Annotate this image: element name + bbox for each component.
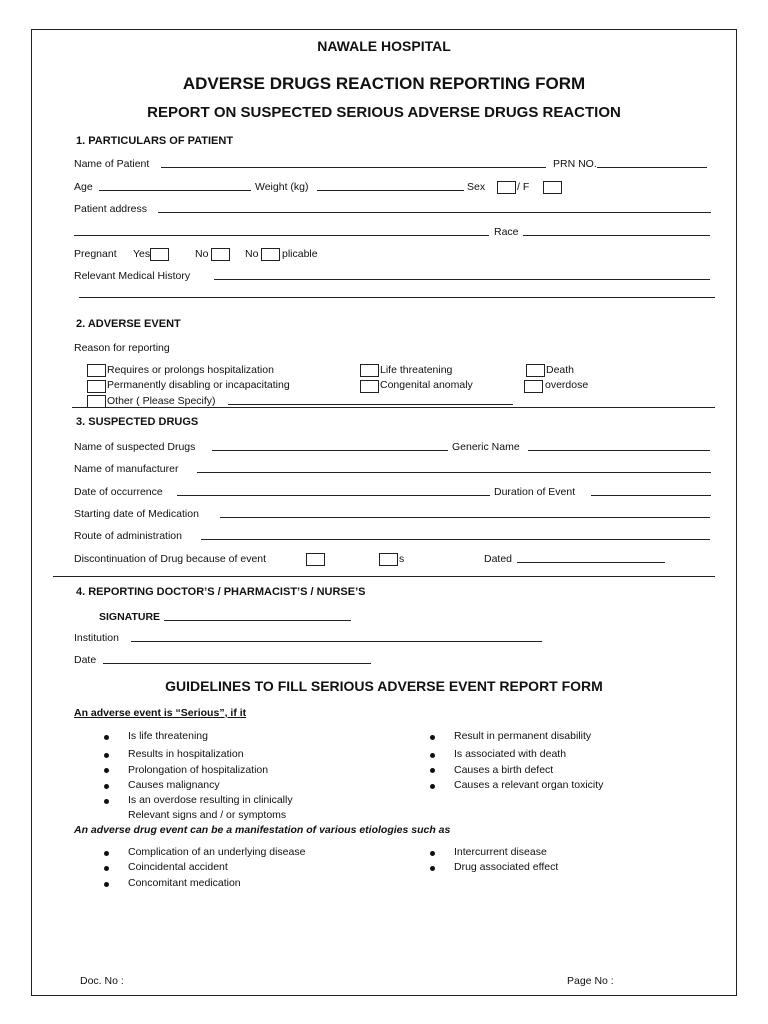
bullet-icon [104, 882, 109, 887]
address-field-1[interactable] [158, 212, 711, 213]
etiology-intro: An adverse drug event can be a manifestation of various etiologies such as [74, 824, 451, 836]
institution-field[interactable] [131, 641, 542, 642]
route-field[interactable] [201, 539, 710, 540]
congenital-option: Congenital anomaly [380, 379, 473, 391]
prn-label: PRN NO. [553, 158, 597, 170]
etiology-left-item: Complication of an underlying disease [128, 846, 306, 858]
date-label: Date [74, 654, 97, 666]
section2-divider [72, 407, 715, 408]
history-label: Relevant Medical History [74, 270, 191, 282]
serious-right-item: Causes a relevant organ toxicity [454, 779, 604, 791]
serious-left-item: Results in hospitalization [128, 748, 244, 760]
signature-field[interactable] [164, 620, 351, 621]
discontinuation-option-end: s [399, 553, 405, 565]
date-field[interactable] [103, 663, 371, 664]
bullet-icon [104, 799, 109, 804]
bullet-icon [430, 784, 435, 789]
pregnant-na-label-end: plicable [282, 248, 318, 260]
pregnant-no-label: No [195, 248, 209, 260]
start-date-field[interactable] [220, 517, 710, 518]
bullet-icon [430, 753, 435, 758]
bullet-icon [430, 866, 435, 871]
pregnant-yes-checkbox[interactable] [150, 248, 169, 261]
start-date-label: Starting date of Medication [74, 508, 199, 520]
death-checkbox[interactable] [526, 364, 545, 377]
prn-field[interactable] [597, 167, 707, 168]
bullet-icon [104, 866, 109, 871]
weight-field[interactable] [317, 190, 464, 191]
reason-label: Reason for reporting [74, 342, 170, 354]
serious-left-item: Is an overdose resulting in clinically [128, 794, 293, 806]
manufacturer-field[interactable] [197, 472, 711, 473]
institution-label: Institution [74, 632, 119, 644]
bullet-icon [104, 768, 109, 773]
bullet-icon [430, 851, 435, 856]
pregnant-label: Pregnant [74, 248, 117, 260]
pregnant-na-label: No [245, 248, 259, 260]
occurrence-field[interactable] [177, 495, 490, 496]
section3-heading: 3. SUSPECTED DRUGS [76, 416, 199, 428]
dated-label: Dated [484, 553, 513, 565]
serious-intro: An adverse event is “Serious”, if it [74, 707, 247, 719]
sex-separator: / F [517, 181, 530, 193]
doc-number-label: Doc. No : [80, 975, 124, 987]
discontinuation-yes-checkbox[interactable] [306, 553, 325, 566]
manufacturer-label: Name of manufacturer [74, 463, 179, 475]
race-field[interactable] [523, 235, 710, 236]
route-label: Route of administration [74, 530, 182, 542]
patient-name-label: Name of Patient [74, 158, 150, 170]
duration-field[interactable] [591, 495, 711, 496]
death-option: Death [546, 364, 575, 376]
pregnant-na-checkbox[interactable] [261, 248, 280, 261]
history-field-2[interactable] [79, 297, 715, 298]
disabling-option: Permanently disabling or incapacitating [107, 379, 290, 391]
section3-divider [53, 576, 715, 577]
life-threatening-checkbox[interactable] [360, 364, 379, 377]
address-label: Patient address [74, 203, 147, 215]
bullet-icon [104, 851, 109, 856]
weight-label: Weight (kg) [255, 181, 309, 193]
serious-left-item: Prolongation of hospitalization [128, 764, 269, 776]
hospitalization-checkbox[interactable] [87, 364, 106, 377]
occurrence-label: Date of occurrence [74, 486, 163, 498]
hospital-name: NAWALE HOSPITAL [317, 38, 451, 54]
section4-heading: 4. REPORTING DOCTOR’S / PHARMACIST’S / NURSE’S [76, 586, 366, 598]
etiology-left-item: Concomitant medication [128, 877, 241, 889]
bullet-icon [430, 768, 435, 773]
sex-male-checkbox[interactable] [497, 181, 516, 194]
signature-label: SIGNATURE [99, 611, 161, 623]
history-field-1[interactable] [214, 279, 710, 280]
serious-right-item: Result in permanent disability [454, 730, 592, 742]
serious-left-item: Causes malignancy [128, 779, 220, 791]
serious-right-item: Causes a birth defect [454, 764, 554, 776]
generic-name-label: Generic Name [452, 441, 520, 453]
section1-heading: 1. PARTICULARS OF PATIENT [76, 135, 234, 147]
etiology-right-item: Drug associated effect [454, 861, 559, 873]
serious-right-item: Is associated with death [454, 748, 567, 760]
suspected-drugs-field[interactable] [212, 450, 448, 451]
patient-name-field[interactable] [161, 167, 546, 168]
page-number-label: Page No : [567, 975, 614, 987]
other-specify-field[interactable] [228, 404, 513, 405]
suspected-drugs-label: Name of suspected Drugs [74, 441, 196, 453]
pregnant-no-checkbox[interactable] [211, 248, 230, 261]
hospitalization-option: Requires or prolongs hospitalization [107, 364, 274, 376]
discontinuation-label: Discontinuation of Drug because of event [74, 553, 267, 565]
sex-label: Sex [467, 181, 486, 193]
address-field-2[interactable] [74, 235, 489, 236]
bullet-icon [430, 735, 435, 740]
discontinuation-no-checkbox[interactable] [379, 553, 398, 566]
generic-name-field[interactable] [528, 450, 710, 451]
overdose-option: overdose [545, 379, 589, 391]
bullet-icon [104, 753, 109, 758]
serious-left-item: Is life threatening [128, 730, 208, 742]
duration-label: Duration of Event [494, 486, 576, 498]
etiology-right-item: Intercurrent disease [454, 846, 547, 858]
etiology-left-item: Coincidental accident [128, 861, 228, 873]
bullet-icon [104, 735, 109, 740]
serious-left-item-continued: Relevant signs and / or symptoms [128, 809, 287, 821]
disabling-checkbox[interactable] [87, 380, 106, 393]
dated-field[interactable] [517, 562, 665, 563]
form-subtitle: REPORT ON SUSPECTED SERIOUS ADVERSE DRUGS REACTION [147, 104, 621, 121]
age-label: Age [74, 181, 93, 193]
pregnant-yes-label: Yes [133, 248, 151, 260]
congenital-checkbox[interactable] [360, 380, 379, 393]
other-option: Other ( Please Specify) [107, 395, 216, 407]
overdose-checkbox[interactable] [524, 380, 543, 393]
life-threatening-option: Life threatening [380, 364, 453, 376]
sex-female-checkbox[interactable] [543, 181, 562, 194]
section2-heading: 2. ADVERSE EVENT [76, 318, 181, 330]
race-label: Race [494, 226, 519, 238]
guidelines-heading: GUIDELINES TO FILL SERIOUS ADVERSE EVENT REPORT FORM [165, 678, 603, 694]
age-field[interactable] [99, 190, 251, 191]
form-title: ADVERSE DRUGS REACTION REPORTING FORM [182, 74, 586, 93]
bullet-icon [104, 784, 109, 789]
